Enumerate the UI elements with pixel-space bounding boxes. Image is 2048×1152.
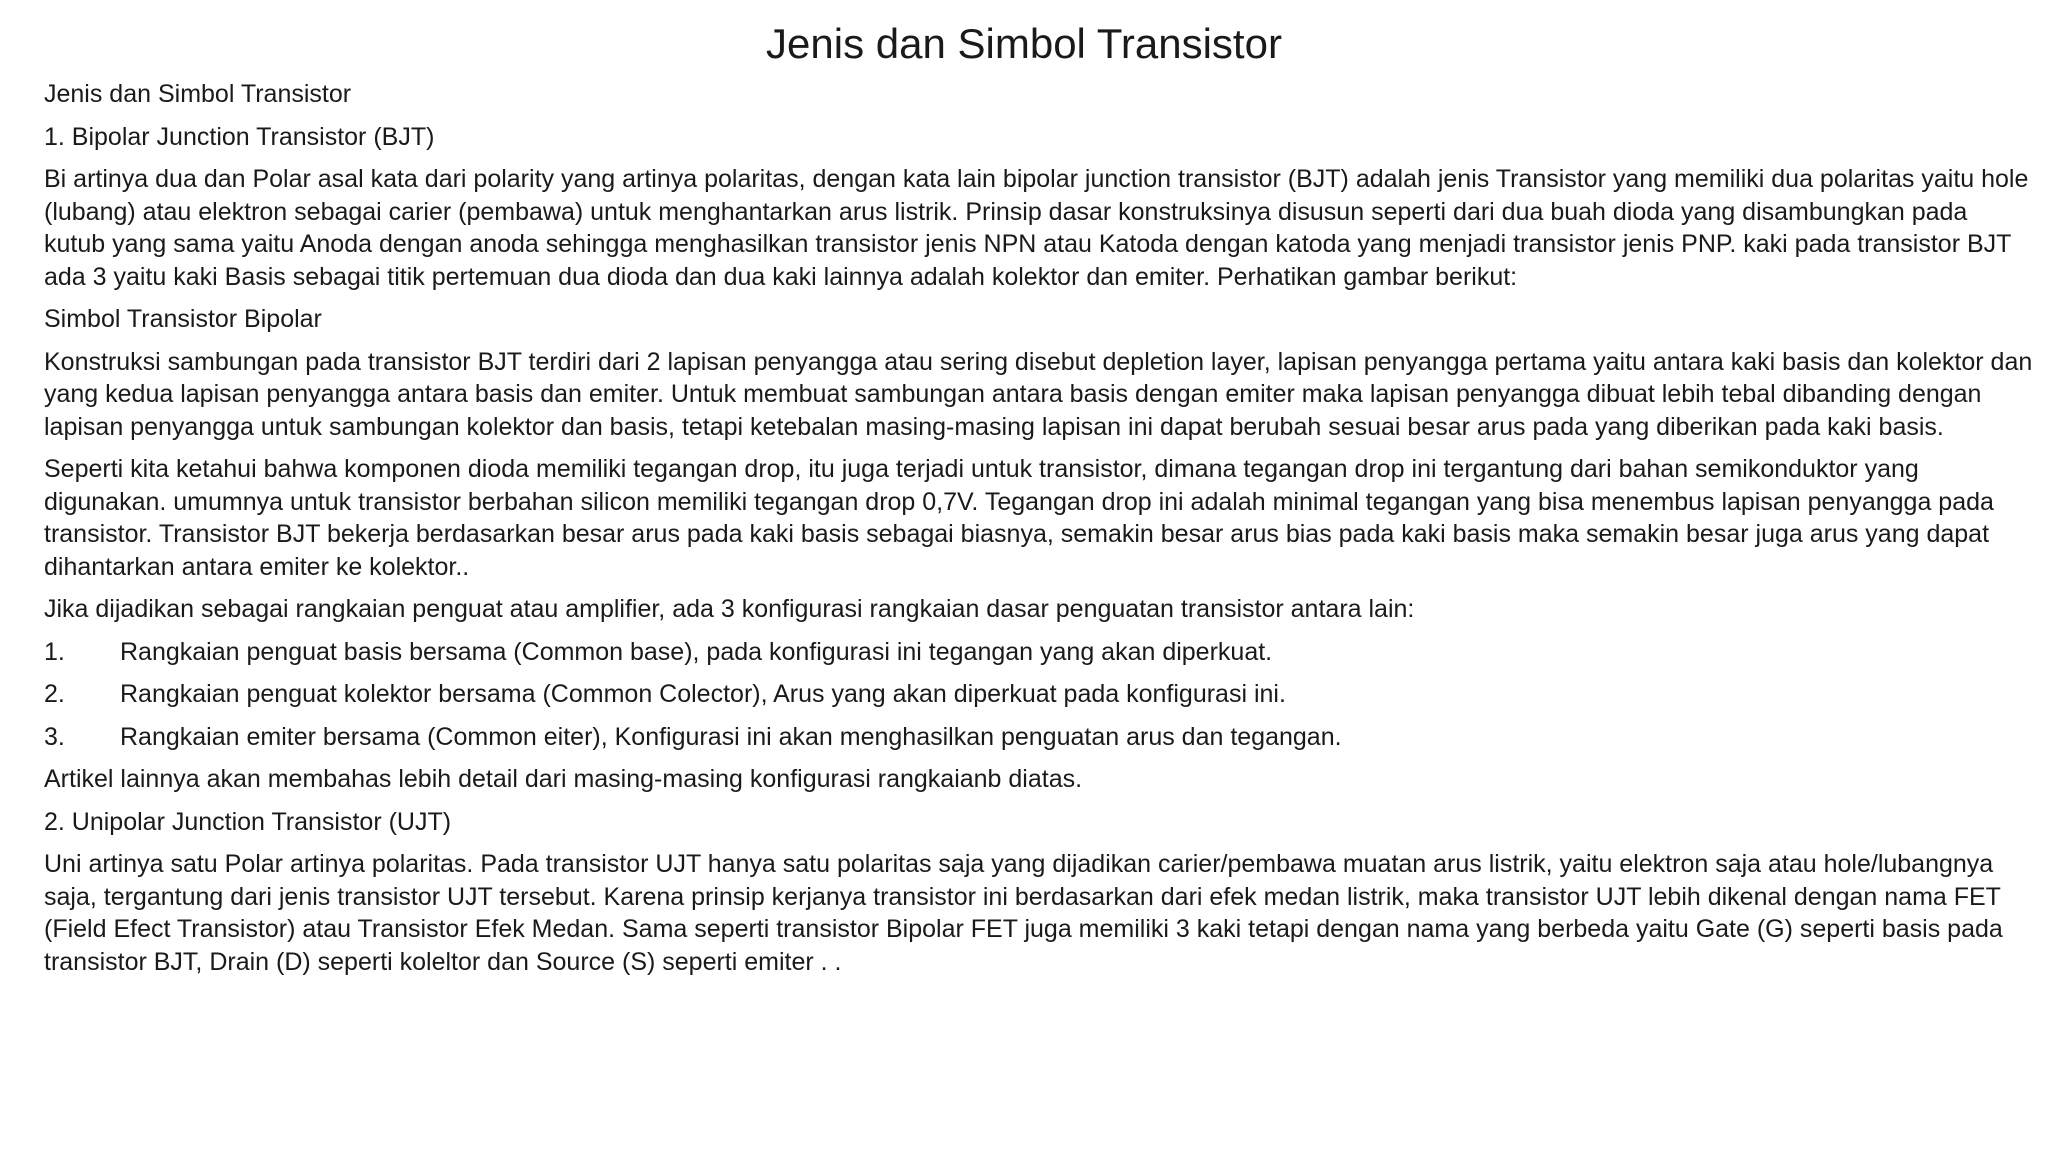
heading-bjt: 1. Bipolar Junction Transistor (BJT) [44,122,435,151]
list-item-text: Rangkaian emiter bersama (Common eiter), Konfigurasi ini akan menghasilkan penguatan arus dan tegangan. [120,722,1342,751]
list-item-number: 1. [44,637,65,666]
heading-bipolar-symbol: Simbol Transistor Bipolar [44,305,322,333]
paragraph-bjt-construction: Konstruksi sambungan pada transistor BJT terdiri dari 2 lapisan penyangga atau sering disebut depletion layer, lapisan penyangga pertama yaitu antara kaki basis dan kolektor dan yang kedua lapisan penyangga antara basis dan emiter. Untuk membuat sambungan antara basis dengan emiter maka lapisan penyangga dibuat lebih tebal dibanding dengan lapisan penyangga untuk sambungan kolektor dan basis, tetapi ketebalan masing-masing lapisan ini dapat berubah sesuai besar arus pada yang diberikan pada kaki basis. [44,347,2033,441]
list-item-number: 2. [44,680,65,708]
heading-ujt: 2. Unipolar Junction Transistor (UJT) [44,807,452,836]
paragraph-bjt-definition: Bi artinya dua dan Polar asal kata dari polarity yang artinya polaritas, dengan kata lain bipolar junction transistor (BJT) adalah jenis Transistor yang memiliki dua polaritas yaitu hole (lubang) atau elektron sebagai carier (pembawa) untuk menghantarkan arus listrik. Prinsip dasar konstruksinya disusun seperti dari dua buah dioda yang disambungkan pada kutub yang sama yaitu Anoda dengan anoda sehingga menghasilkan transistor jenis NPN atau Katoda dengan katoda yang menjadi transistor jenis PNP. kaki pada transistor BJT ada 3 yaitu kaki Basis sebagai titik pertemuan dua dioda dan dua kaki lainnya adalah kolektor dan emiter. Perhatikan gambar berikut: [44,165,2029,291]
paragraph-voltage-drop: Seperti kita ketahui bahwa komponen dioda memiliki tegangan drop, itu juga terjadi untuk transistor, dimana tegangan drop ini tergantung dari bahan semikonduktor yang digunakan. umumnya untuk transistor berbahan silicon memiliki tegangan drop 0,7V. Tegangan drop ini adalah minimal tegangan yang bisa menembus lapisan penyangga pada transistor. Transistor BJT bekerja berdasarkan besar arus pada kaki basis sebagai biasnya, semakin besar arus bias pada kaki basis maka semakin besar juga arus yang dapat dihantarkan antara emiter ke kolektor.. [44,455,1994,581]
list-item-text: Rangkaian penguat kolektor bersama (Common Colector), Arus yang akan diperkuat pada konfigurasi ini. [120,680,1286,708]
section-intro: Jenis dan Simbol Transistor [44,80,352,108]
list-item [44,721,2034,754]
paragraph-article-note: Artikel lainnya akan membahas lebih detail dari masing-masing konfigurasi rangkaianb diatas. [44,765,1083,793]
list-item [44,636,2034,669]
slide-title: Jenis dan Simbol Transistor [766,20,1282,67]
list-item [44,678,2034,711]
paragraph-amplifier-intro: Jika dijadikan sebagai rangkaian penguat atau amplifier, ada 3 konfigurasi rangkaian dasar penguatan transistor antara lain: [44,595,1415,623]
slide-body [44,78,2034,988]
paragraph-ujt-definition: Uni artinya satu Polar artinya polaritas. Pada transistor UJT hanya satu polaritas saja yang dijadikan carier/pembawa muatan arus listrik, yaitu elektron saja atau hole/lubangnya saja, tergantung dari jenis transistor UJT tersebut. Karena prinsip kerjanya transistor ini berdasarkan dari efek medan listrik, maka transistor UJT lebih dikenal dengan nama FET (Field Efect Transistor) atau Transistor Efek Medan. Sama seperti transistor Bipolar FET juga memiliki 3 kaki tetapi dengan nama yang berbeda yaitu Gate (G) seperti basis pada transistor BJT, Drain (D) seperti koleltor dan Source (S) seperti emiter . . [44,850,2003,976]
list-item-number: 3. [44,722,65,751]
list-item-text: Rangkaian penguat basis bersama (Common base), pada konfigurasi ini tegangan yang akan diperkuat. [120,637,1273,666]
